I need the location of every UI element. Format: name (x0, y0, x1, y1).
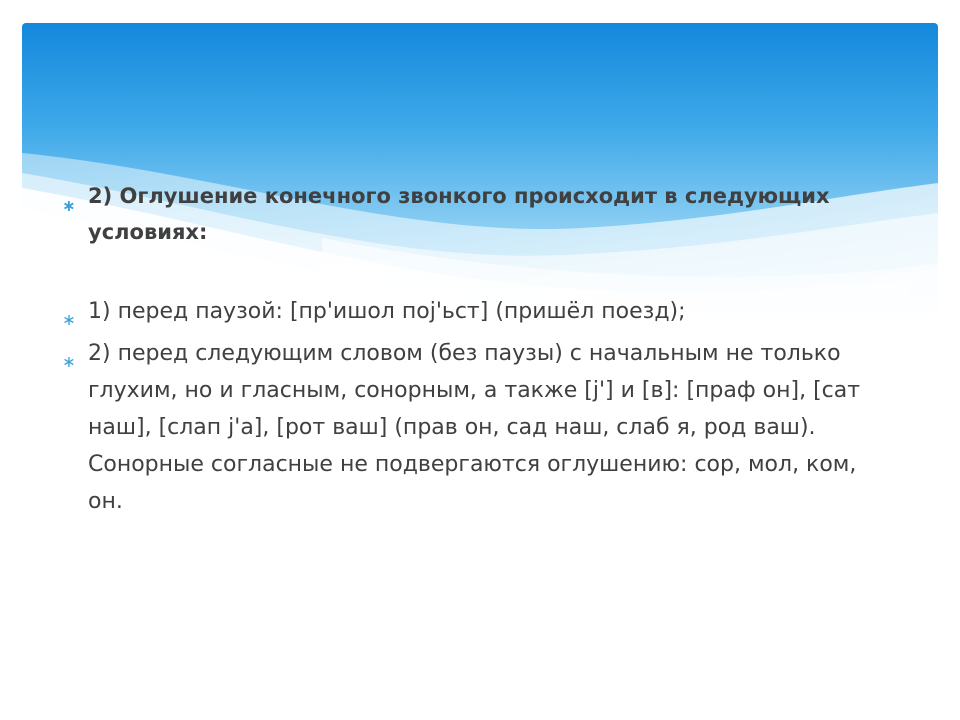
asterisk-bullet-icon: ∗ (62, 196, 76, 215)
asterisk-bullet-icon: ∗ (62, 352, 76, 371)
bullet-item-before-next-word (62, 335, 882, 520)
bullet-item-before-pause (62, 293, 882, 330)
bullet-text: 2) перед следующим словом (без паузы) с начальным не только глухим, но и гласным, сонорным, а также [j'] и [в]: [праф он], [сат наш], [слап j'а], [рот ваш] (прав он, сад наш, слаб я, род ваш). Сонорные согласные не подвергаются оглушению: сор, мол, ком, он. (88, 341, 861, 514)
asterisk-bullet-icon: ∗ (62, 310, 76, 329)
bullet-item-heading (62, 178, 882, 250)
bullet-text: 1) перед паузой: [пр'ишол поj'ьст] (пришёл поезд); (88, 299, 686, 324)
bullet-text: 2) Оглушение конечного звонкого происходит в следующих условиях: (88, 184, 830, 244)
slide-body (62, 178, 882, 520)
